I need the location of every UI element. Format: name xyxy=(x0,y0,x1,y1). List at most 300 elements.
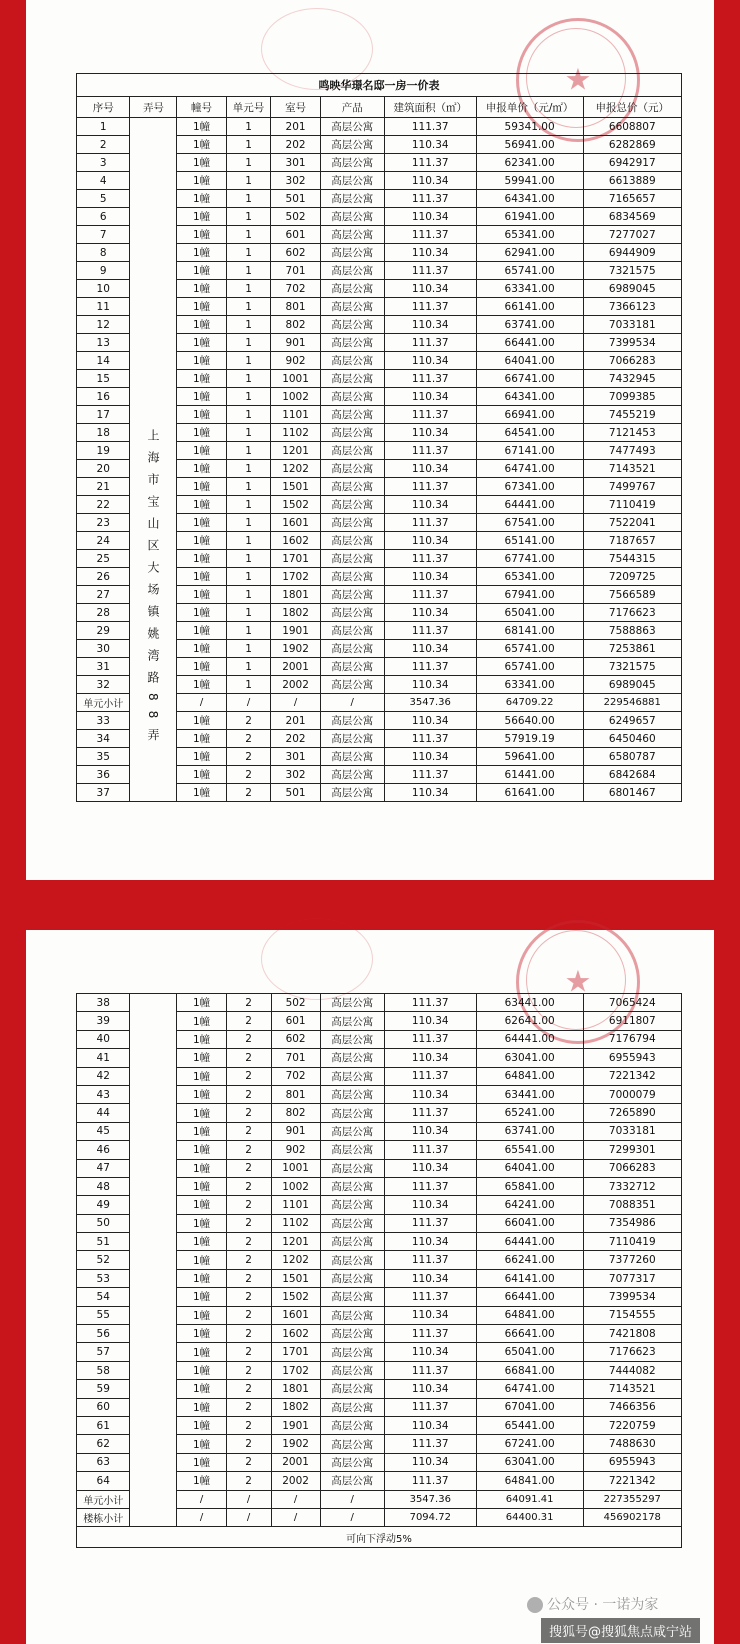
building-cell: / xyxy=(177,1508,226,1526)
unit-price-cell: 61441.00 xyxy=(476,766,583,784)
row-number-cell: 44 xyxy=(77,1104,130,1122)
total-price-cell: 6842684 xyxy=(583,766,681,784)
product-cell: 高层公寓 xyxy=(320,586,384,604)
unit-price-cell: 65341.00 xyxy=(476,226,583,244)
product-cell: 高层公寓 xyxy=(320,1398,384,1416)
room-cell: 201 xyxy=(271,712,320,730)
unit-cell: 1 xyxy=(226,352,271,370)
room-cell: 1002 xyxy=(271,1177,320,1195)
building-cell: 1幢 xyxy=(177,1361,226,1379)
price-table-page-2 xyxy=(76,993,682,1548)
room-cell: 802 xyxy=(271,316,320,334)
row-number-cell: 17 xyxy=(77,406,130,424)
room-cell: 501 xyxy=(271,784,320,802)
header-cell: 申报单价（元/㎡） xyxy=(476,97,583,118)
header-cell: 产品 xyxy=(320,97,384,118)
area-cell: 110.34 xyxy=(384,388,476,406)
room-cell: 601 xyxy=(271,226,320,244)
unit-price-cell: 65741.00 xyxy=(476,262,583,280)
unit-price-cell: 65241.00 xyxy=(476,1104,583,1122)
area-cell: 111.37 xyxy=(384,622,476,640)
total-price-cell: 7209725 xyxy=(583,568,681,586)
product-cell: 高层公寓 xyxy=(320,352,384,370)
total-price-cell: 7321575 xyxy=(583,658,681,676)
total-price-cell: 7399534 xyxy=(583,1288,681,1306)
unit-cell: 1 xyxy=(226,262,271,280)
unit-cell: 1 xyxy=(226,496,271,514)
building-cell: 1幢 xyxy=(177,118,226,136)
area-cell: 110.34 xyxy=(384,1196,476,1214)
building-cell: 1幢 xyxy=(177,1251,226,1269)
total-price-cell: 7522041 xyxy=(583,514,681,532)
unit-price-cell: 64041.00 xyxy=(476,1159,583,1177)
row-number-cell: 13 xyxy=(77,334,130,352)
building-cell: 1幢 xyxy=(177,442,226,460)
building-cell: 1幢 xyxy=(177,676,226,694)
room-cell: 1901 xyxy=(271,1416,320,1434)
room-cell: 1201 xyxy=(271,1233,320,1251)
lane-address-cell xyxy=(130,994,177,1527)
unit-price-cell: 57919.19 xyxy=(476,730,583,748)
area-cell: 110.34 xyxy=(384,1049,476,1067)
unit-cell: 2 xyxy=(226,1214,271,1232)
unit-price-cell: 61641.00 xyxy=(476,784,583,802)
product-cell: 高层公寓 xyxy=(320,1012,384,1030)
building-cell: 1幢 xyxy=(177,1398,226,1416)
building-cell: 1幢 xyxy=(177,1012,226,1030)
area-cell: 110.34 xyxy=(384,1233,476,1251)
unit-price-cell: 65541.00 xyxy=(476,1141,583,1159)
unit-price-cell: 59941.00 xyxy=(476,172,583,190)
product-cell: 高层公寓 xyxy=(320,676,384,694)
area-cell: 110.34 xyxy=(384,1122,476,1140)
header-cell: 建筑面积（㎡） xyxy=(384,97,476,118)
building-cell: 1幢 xyxy=(177,1085,226,1103)
row-number-cell: 62 xyxy=(77,1435,130,1453)
total-price-cell: 6801467 xyxy=(583,784,681,802)
area-cell: 110.34 xyxy=(384,568,476,586)
product-cell: 高层公寓 xyxy=(320,154,384,172)
unit-cell: 2 xyxy=(226,1049,271,1067)
row-number-cell: 37 xyxy=(77,784,130,802)
row-number-cell: 12 xyxy=(77,316,130,334)
room-cell: 1802 xyxy=(271,1398,320,1416)
building-cell: 1幢 xyxy=(177,1306,226,1324)
unit-cell: 2 xyxy=(226,1361,271,1379)
row-number-cell: 28 xyxy=(77,604,130,622)
area-cell: 110.34 xyxy=(384,244,476,262)
product-cell: 高层公寓 xyxy=(320,460,384,478)
room-cell: 1602 xyxy=(271,1325,320,1343)
area-cell: 110.34 xyxy=(384,496,476,514)
room-cell: 1102 xyxy=(271,1214,320,1232)
product-cell: 高层公寓 xyxy=(320,280,384,298)
total-price-cell: 7143521 xyxy=(583,1380,681,1398)
total-price-cell: 7588863 xyxy=(583,622,681,640)
row-number-cell: 6 xyxy=(77,208,130,226)
product-cell: 高层公寓 xyxy=(320,370,384,388)
table-row xyxy=(77,994,682,1012)
product-cell: 高层公寓 xyxy=(320,478,384,496)
building-cell: 1幢 xyxy=(177,658,226,676)
unit-cell: 2 xyxy=(226,1453,271,1471)
unit-price-cell: 65341.00 xyxy=(476,568,583,586)
total-price-cell: 6834569 xyxy=(583,208,681,226)
total-price-cell: 7077317 xyxy=(583,1269,681,1287)
header-cell: 申报总价（元） xyxy=(583,97,681,118)
unit-price-cell: 65041.00 xyxy=(476,604,583,622)
row-number-cell: 31 xyxy=(77,658,130,676)
unit-cell: 1 xyxy=(226,442,271,460)
row-number-cell: 21 xyxy=(77,478,130,496)
room-cell: 2001 xyxy=(271,1453,320,1471)
total-price-cell: 7066283 xyxy=(583,1159,681,1177)
room-cell: 1601 xyxy=(271,1306,320,1324)
building-cell: 1幢 xyxy=(177,1177,226,1195)
total-price-cell: 6450460 xyxy=(583,730,681,748)
product-cell: 高层公寓 xyxy=(320,316,384,334)
price-sheet-page-1 xyxy=(26,0,714,880)
total-price-cell: 7220759 xyxy=(583,1416,681,1434)
unit-cell: 2 xyxy=(226,730,271,748)
row-number-cell: 16 xyxy=(77,388,130,406)
row-number-cell: 36 xyxy=(77,766,130,784)
room-cell: 1101 xyxy=(271,406,320,424)
building-cell: 1幢 xyxy=(177,1141,226,1159)
area-cell: 111.37 xyxy=(384,1141,476,1159)
room-cell: 1801 xyxy=(271,1380,320,1398)
unit-price-cell: 67941.00 xyxy=(476,586,583,604)
product-cell: 高层公寓 xyxy=(320,496,384,514)
unit-cell: 2 xyxy=(226,1380,271,1398)
total-price-cell: 7253861 xyxy=(583,640,681,658)
area-cell: 110.34 xyxy=(384,316,476,334)
product-cell: 高层公寓 xyxy=(320,622,384,640)
unit-cell: / xyxy=(226,1490,271,1508)
unit-cell: 2 xyxy=(226,748,271,766)
area-cell: 3547.36 xyxy=(384,1490,476,1508)
building-cell: 1幢 xyxy=(177,532,226,550)
area-cell: 111.37 xyxy=(384,1325,476,1343)
building-cell: 1幢 xyxy=(177,730,226,748)
total-price-cell: 7165657 xyxy=(583,190,681,208)
total-price-cell: 6942917 xyxy=(583,154,681,172)
total-price-cell: 6613889 xyxy=(583,172,681,190)
row-number-cell: 42 xyxy=(77,1067,130,1085)
building-cell: 1幢 xyxy=(177,226,226,244)
total-price-cell: 6608807 xyxy=(583,118,681,136)
area-cell: 111.37 xyxy=(384,1472,476,1490)
room-cell: 201 xyxy=(271,118,320,136)
product-cell: 高层公寓 xyxy=(320,1067,384,1085)
row-number-cell: 51 xyxy=(77,1233,130,1251)
product-cell: 高层公寓 xyxy=(320,1159,384,1177)
building-cell: 1幢 xyxy=(177,1288,226,1306)
product-cell: 高层公寓 xyxy=(320,1269,384,1287)
building-cell: 1幢 xyxy=(177,1416,226,1434)
building-cell: 1幢 xyxy=(177,712,226,730)
product-cell: 高层公寓 xyxy=(320,1416,384,1434)
building-cell: 1幢 xyxy=(177,172,226,190)
building-cell: 1幢 xyxy=(177,136,226,154)
room-cell: 1502 xyxy=(271,1288,320,1306)
total-price-cell: 6989045 xyxy=(583,280,681,298)
room-cell: 302 xyxy=(271,172,320,190)
table-title: 鸣映华璟名邸一房一价表 xyxy=(77,74,682,97)
product-cell: 高层公寓 xyxy=(320,658,384,676)
total-price-cell: 7176794 xyxy=(583,1030,681,1048)
unit-price-cell: 67041.00 xyxy=(476,1398,583,1416)
unit-cell: 2 xyxy=(226,1104,271,1122)
row-number-cell: 14 xyxy=(77,352,130,370)
table-header-row xyxy=(77,97,682,118)
total-price-cell: 7277027 xyxy=(583,226,681,244)
area-cell: 110.34 xyxy=(384,604,476,622)
unit-cell: 1 xyxy=(226,280,271,298)
product-cell: 高层公寓 xyxy=(320,1049,384,1067)
room-cell: 1101 xyxy=(271,1196,320,1214)
unit-cell: 2 xyxy=(226,1416,271,1434)
room-cell: / xyxy=(271,1508,320,1526)
room-cell: 1901 xyxy=(271,622,320,640)
unit-price-cell: 64741.00 xyxy=(476,1380,583,1398)
unit-price-cell: 63341.00 xyxy=(476,676,583,694)
unit-cell: 1 xyxy=(226,208,271,226)
area-cell: 111.37 xyxy=(384,658,476,676)
area-cell: 111.37 xyxy=(384,1177,476,1195)
wechat-icon xyxy=(527,1597,543,1613)
area-cell: 110.34 xyxy=(384,532,476,550)
area-cell: 110.34 xyxy=(384,1380,476,1398)
room-cell: 502 xyxy=(271,208,320,226)
area-cell: 111.37 xyxy=(384,514,476,532)
room-cell: 902 xyxy=(271,352,320,370)
area-cell: 110.34 xyxy=(384,1343,476,1361)
unit-price-cell: 64441.00 xyxy=(476,496,583,514)
area-cell: 111.37 xyxy=(384,550,476,568)
unit-price-cell: 64441.00 xyxy=(476,1030,583,1048)
area-cell: 110.34 xyxy=(384,784,476,802)
unit-price-cell: 66441.00 xyxy=(476,334,583,352)
area-cell: 110.34 xyxy=(384,1306,476,1324)
building-cell: 1幢 xyxy=(177,262,226,280)
product-cell: 高层公寓 xyxy=(320,1122,384,1140)
area-cell: 111.37 xyxy=(384,766,476,784)
building-cell: 1幢 xyxy=(177,244,226,262)
row-number-cell: 1 xyxy=(77,118,130,136)
total-price-cell: 6955943 xyxy=(583,1453,681,1471)
unit-price-cell: 67741.00 xyxy=(476,550,583,568)
area-cell: 110.34 xyxy=(384,748,476,766)
unit-cell: 1 xyxy=(226,154,271,172)
product-cell: 高层公寓 xyxy=(320,730,384,748)
total-price-cell: 7121453 xyxy=(583,424,681,442)
building-cell: 1幢 xyxy=(177,784,226,802)
unit-cell: 2 xyxy=(226,1398,271,1416)
unit-price-cell: 67541.00 xyxy=(476,514,583,532)
building-cell: 1幢 xyxy=(177,1159,226,1177)
header-cell: 单元号 xyxy=(226,97,271,118)
building-cell: 1幢 xyxy=(177,640,226,658)
unit-cell: 1 xyxy=(226,118,271,136)
unit-price-cell: 66041.00 xyxy=(476,1214,583,1232)
unit-cell: 1 xyxy=(226,226,271,244)
price-sheet-page-2 xyxy=(26,930,714,1644)
unit-cell: 2 xyxy=(226,1343,271,1361)
price-table-page-1 xyxy=(76,73,682,802)
row-number-cell: 56 xyxy=(77,1325,130,1343)
building-cell: 1幢 xyxy=(177,1325,226,1343)
room-cell: 501 xyxy=(271,190,320,208)
room-cell: 701 xyxy=(271,1049,320,1067)
unit-price-cell: 65741.00 xyxy=(476,640,583,658)
building-cell: 1幢 xyxy=(177,1067,226,1085)
area-cell: 111.37 xyxy=(384,298,476,316)
area-cell: 111.37 xyxy=(384,262,476,280)
product-cell: 高层公寓 xyxy=(320,1306,384,1324)
product-cell: 高层公寓 xyxy=(320,1472,384,1490)
product-cell: 高层公寓 xyxy=(320,1325,384,1343)
unit-cell: 2 xyxy=(226,1325,271,1343)
room-cell: 1702 xyxy=(271,568,320,586)
building-cell: 1幢 xyxy=(177,478,226,496)
product-cell: 高层公寓 xyxy=(320,1435,384,1453)
area-cell: 111.37 xyxy=(384,154,476,172)
room-cell: 901 xyxy=(271,334,320,352)
unit-price-cell: 62341.00 xyxy=(476,154,583,172)
area-cell: 110.34 xyxy=(384,1416,476,1434)
product-cell: 高层公寓 xyxy=(320,1361,384,1379)
unit-cell: 2 xyxy=(226,1233,271,1251)
row-number-cell: 4 xyxy=(77,172,130,190)
lane-address-cell: 上海市宝山区大场镇姚湾路88弄 xyxy=(130,118,177,802)
unit-cell: 2 xyxy=(226,784,271,802)
row-number-cell: 49 xyxy=(77,1196,130,1214)
product-cell: 高层公寓 xyxy=(320,550,384,568)
room-cell: 602 xyxy=(271,1030,320,1048)
room-cell: 1702 xyxy=(271,1361,320,1379)
area-cell: 111.37 xyxy=(384,1361,476,1379)
unit-price-cell: 64400.31 xyxy=(476,1508,583,1526)
row-number-cell: 29 xyxy=(77,622,130,640)
header-cell: 室号 xyxy=(271,97,320,118)
row-number-cell: 57 xyxy=(77,1343,130,1361)
unit-price-cell: 66641.00 xyxy=(476,1325,583,1343)
unit-cell: / xyxy=(226,1508,271,1526)
total-price-cell: 7377260 xyxy=(583,1251,681,1269)
total-price-cell: 7265890 xyxy=(583,1104,681,1122)
product-cell: 高层公寓 xyxy=(320,1380,384,1398)
unit-cell: 2 xyxy=(226,1435,271,1453)
area-cell: 110.34 xyxy=(384,208,476,226)
row-number-cell: 39 xyxy=(77,1012,130,1030)
room-cell: 801 xyxy=(271,1085,320,1103)
unit-price-cell: 63041.00 xyxy=(476,1049,583,1067)
room-cell: 901 xyxy=(271,1122,320,1140)
total-price-cell: 6580787 xyxy=(583,748,681,766)
row-number-cell: 19 xyxy=(77,442,130,460)
unit-cell: 1 xyxy=(226,532,271,550)
row-number-cell: 22 xyxy=(77,496,130,514)
area-cell: 110.34 xyxy=(384,1012,476,1030)
room-cell: 902 xyxy=(271,1141,320,1159)
building-cell: / xyxy=(177,1490,226,1508)
row-number-cell: 27 xyxy=(77,586,130,604)
total-price-cell: 7421808 xyxy=(583,1325,681,1343)
unit-price-cell: 59341.00 xyxy=(476,118,583,136)
building-cell: 1幢 xyxy=(177,994,226,1012)
area-cell: 111.37 xyxy=(384,1030,476,1048)
product-cell: 高层公寓 xyxy=(320,1141,384,1159)
total-price-cell: 7066283 xyxy=(583,352,681,370)
row-number-cell: 15 xyxy=(77,370,130,388)
total-price-cell: 7299301 xyxy=(583,1141,681,1159)
area-cell: 110.34 xyxy=(384,280,476,298)
unit-price-cell: 64541.00 xyxy=(476,424,583,442)
building-cell: 1幢 xyxy=(177,298,226,316)
product-cell: 高层公寓 xyxy=(320,1233,384,1251)
unit-cell: 2 xyxy=(226,1269,271,1287)
total-price-cell: 7455219 xyxy=(583,406,681,424)
room-cell: 202 xyxy=(271,136,320,154)
row-number-cell: 20 xyxy=(77,460,130,478)
unit-price-cell: 64841.00 xyxy=(476,1306,583,1324)
product-cell: 高层公寓 xyxy=(320,1453,384,1471)
area-cell: 110.34 xyxy=(384,1269,476,1287)
unit-cell: 1 xyxy=(226,370,271,388)
unit-price-cell: 65741.00 xyxy=(476,658,583,676)
product-cell: 高层公寓 xyxy=(320,226,384,244)
unit-price-cell: 64841.00 xyxy=(476,1472,583,1490)
area-cell: 111.37 xyxy=(384,1288,476,1306)
room-cell: / xyxy=(271,694,320,712)
unit-cell: 1 xyxy=(226,406,271,424)
building-cell: 1幢 xyxy=(177,1030,226,1048)
faded-seal xyxy=(261,918,373,1000)
unit-price-cell: 66841.00 xyxy=(476,1361,583,1379)
building-cell: 1幢 xyxy=(177,604,226,622)
product-cell: 高层公寓 xyxy=(320,712,384,730)
row-number-cell: 9 xyxy=(77,262,130,280)
unit-price-cell: 64341.00 xyxy=(476,190,583,208)
area-cell: 111.37 xyxy=(384,1435,476,1453)
unit-cell: 2 xyxy=(226,1067,271,1085)
total-price-cell: 6249657 xyxy=(583,712,681,730)
room-cell: 701 xyxy=(271,262,320,280)
product-cell: / xyxy=(320,1490,384,1508)
area-cell: 111.37 xyxy=(384,1398,476,1416)
row-number-cell: 63 xyxy=(77,1453,130,1471)
row-number-cell: 18 xyxy=(77,424,130,442)
building-cell: 1幢 xyxy=(177,208,226,226)
building-cell: 1幢 xyxy=(177,388,226,406)
building-cell: 1幢 xyxy=(177,766,226,784)
unit-price-cell: 62941.00 xyxy=(476,244,583,262)
area-cell: 110.34 xyxy=(384,352,476,370)
product-cell: 高层公寓 xyxy=(320,208,384,226)
product-cell: 高层公寓 xyxy=(320,262,384,280)
unit-cell: 1 xyxy=(226,460,271,478)
row-number-cell: 38 xyxy=(77,994,130,1012)
unit-price-cell: 65441.00 xyxy=(476,1416,583,1434)
building-cell: 1幢 xyxy=(177,1435,226,1453)
unit-cell: 1 xyxy=(226,622,271,640)
unit-price-cell: 67241.00 xyxy=(476,1435,583,1453)
product-cell: 高层公寓 xyxy=(320,766,384,784)
area-cell: 111.37 xyxy=(384,478,476,496)
product-cell: 高层公寓 xyxy=(320,1251,384,1269)
unit-cell: 1 xyxy=(226,568,271,586)
